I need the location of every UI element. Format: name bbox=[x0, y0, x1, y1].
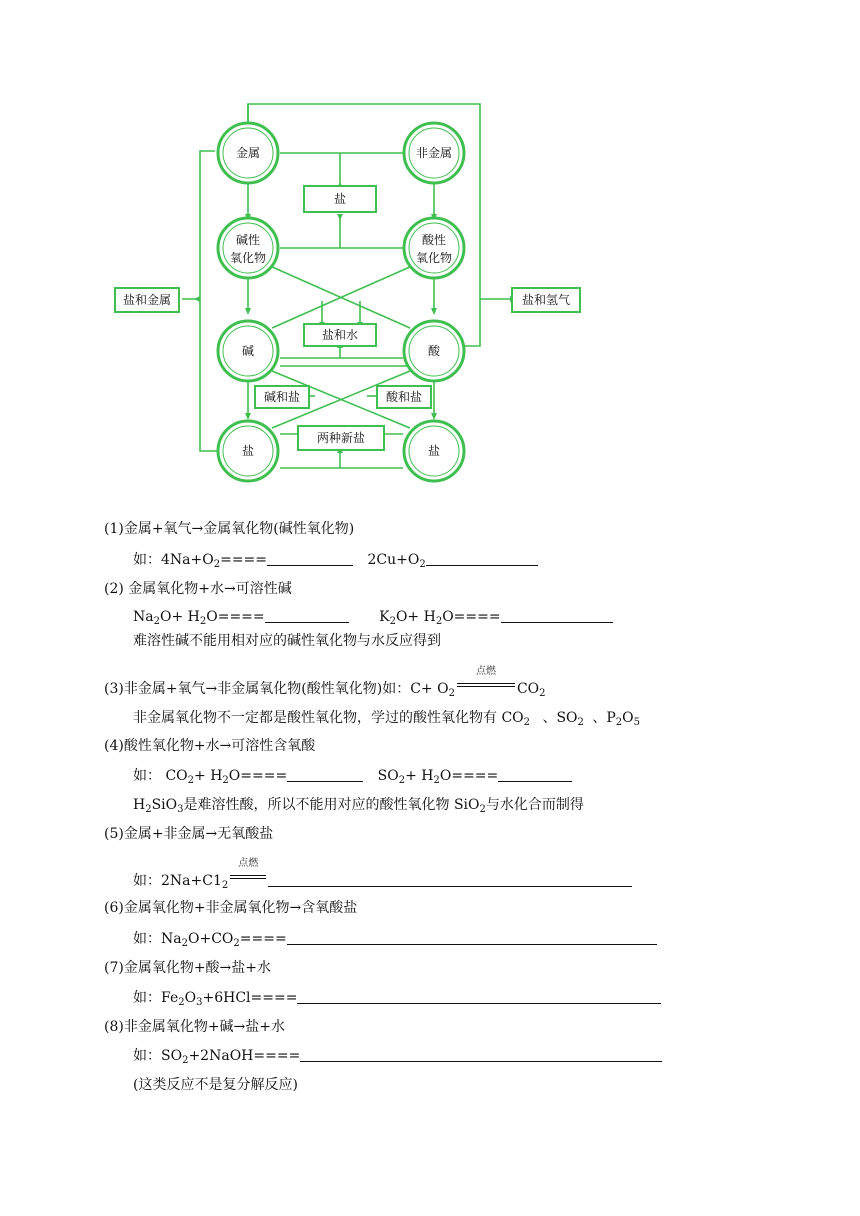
example-1b-text: 2Cu+O bbox=[367, 552, 420, 568]
label-basic-oxide-1: 碱性 bbox=[235, 233, 261, 247]
answer-blank[interactable] bbox=[267, 551, 353, 566]
formula: O+CO bbox=[187, 931, 234, 947]
rule-6-text: (6)金属氧化物+非金属氧化物→含氧酸盐 bbox=[104, 900, 358, 916]
answer-blank[interactable] bbox=[287, 930, 657, 945]
subscript: 5 bbox=[633, 717, 641, 728]
formula: O==== bbox=[206, 609, 265, 625]
formula: ==== bbox=[239, 931, 287, 947]
example-1 bbox=[133, 551, 538, 569]
subscript: 2 bbox=[199, 616, 207, 627]
subscript: 2 bbox=[153, 616, 160, 627]
example-6 bbox=[133, 930, 657, 948]
formula: O==== bbox=[439, 768, 499, 784]
answer-blank[interactable] bbox=[501, 608, 613, 623]
reaction-condition bbox=[455, 666, 517, 693]
answer-blank[interactable] bbox=[426, 551, 538, 566]
label-box-base-and-salt: 碱和盐 bbox=[263, 390, 301, 404]
subscript: 2 bbox=[213, 559, 221, 570]
subscript: 2 bbox=[178, 997, 185, 1008]
note-4-text: 与水化合而制得 bbox=[485, 797, 584, 813]
label-box-salt-and-hydrogen: 盐和氢气 bbox=[521, 293, 571, 307]
rule-3-text: (3)非金属+氧气→非金属氧化物(酸性氧化物)如：C+ O bbox=[104, 681, 449, 697]
rule-2-text: (2) 金属氧化物+水→可溶性碱 bbox=[104, 581, 292, 597]
label-box-two-new-salts: 两种新盐 bbox=[316, 431, 366, 445]
subscript: 3 bbox=[177, 804, 184, 815]
label-acid: 酸 bbox=[427, 344, 441, 358]
note-2-text: 难溶性碱不能用相对应的碱性氧化物与水反应得到 bbox=[133, 633, 441, 649]
answer-blank[interactable] bbox=[268, 872, 632, 887]
formula: H bbox=[133, 797, 146, 813]
answer-blank[interactable] bbox=[498, 767, 572, 782]
formula: +2NaOH==== bbox=[188, 1048, 301, 1064]
subscript: 2 bbox=[398, 775, 406, 786]
label-metal: 金属 bbox=[235, 146, 261, 160]
subscript: 2 bbox=[615, 717, 623, 728]
formula: SO bbox=[377, 768, 399, 784]
note-4 bbox=[133, 796, 584, 814]
reaction-condition bbox=[228, 858, 268, 885]
label-box-salt-and-water: 盐和水 bbox=[321, 328, 359, 342]
subscript: 2 bbox=[433, 775, 440, 786]
subscript: 2 bbox=[222, 775, 229, 786]
label-box-salt-top: 盐 bbox=[333, 192, 347, 206]
label-nonmetal: 非金属 bbox=[415, 146, 453, 160]
subscript: 2 bbox=[145, 804, 152, 815]
label-acidic-oxide-2: 氧化物 bbox=[415, 251, 453, 265]
rule-5-text: (5)金属+非金属→无氧酸盐 bbox=[104, 826, 274, 842]
formula: K bbox=[379, 609, 390, 625]
formula: O+ H bbox=[395, 609, 436, 625]
label-acidic-oxide-1: 酸性 bbox=[421, 233, 447, 247]
rule-2-heading bbox=[104, 580, 292, 598]
formula: Na bbox=[133, 609, 154, 625]
subscript: 2 bbox=[435, 616, 443, 627]
rule-6-heading bbox=[104, 899, 357, 917]
subscript: 2 bbox=[448, 688, 455, 699]
rule-1-heading bbox=[104, 520, 354, 538]
formula: + H bbox=[405, 768, 434, 784]
subscript: 2 bbox=[389, 616, 396, 627]
rule-7-text: (7)金属氧化物+酸→盐+水 bbox=[104, 960, 272, 976]
subscript: 2 bbox=[187, 775, 195, 786]
formula: 如：SO bbox=[133, 1048, 183, 1064]
formula: 、P bbox=[592, 710, 616, 726]
answer-blank[interactable] bbox=[297, 989, 661, 1004]
rule-8-heading bbox=[104, 1018, 285, 1036]
example-4 bbox=[133, 767, 572, 785]
node-acidic-oxide bbox=[404, 218, 464, 278]
label-salt-right: 盐 bbox=[427, 444, 441, 458]
label-salt-left: 盐 bbox=[241, 444, 255, 458]
subscript: 2 bbox=[577, 717, 584, 728]
rule-1-text: (1)金属+氧气→金属氧化物(碱性氧化物) bbox=[104, 521, 355, 537]
formula: 如：Na bbox=[133, 931, 182, 947]
answer-blank[interactable] bbox=[287, 767, 363, 782]
label-basic-oxide-2: 氧化物 bbox=[229, 251, 267, 265]
note-3 bbox=[133, 709, 640, 727]
subscript: 2 bbox=[419, 559, 426, 570]
formula: O bbox=[184, 990, 197, 1006]
subscript: 2 bbox=[523, 717, 531, 728]
note-8-text: (这类反应不是复分解反应) bbox=[133, 1077, 298, 1093]
formula: +6HCl==== bbox=[202, 990, 298, 1006]
formula: 如：Fe bbox=[133, 990, 179, 1006]
formula: 、SO bbox=[542, 710, 578, 726]
formula: + H bbox=[194, 768, 223, 784]
example-7 bbox=[133, 989, 661, 1007]
subscript: 2 bbox=[182, 1055, 189, 1066]
rule-8-text: (8)非金属氧化物+碱→盐+水 bbox=[104, 1019, 286, 1035]
connector-line bbox=[200, 151, 220, 451]
label-box-acid-and-salt: 酸和盐 bbox=[385, 390, 423, 404]
label-base: 碱 bbox=[241, 344, 255, 358]
example-1-text: 如：4Na+O bbox=[133, 552, 214, 568]
label-box-salt-and-metal: 盐和金属 bbox=[122, 293, 172, 307]
node-basic-oxide bbox=[218, 218, 278, 278]
formula: 如： CO bbox=[133, 768, 188, 784]
example-5 bbox=[133, 858, 632, 891]
formula: O==== bbox=[228, 768, 288, 784]
condition-label: 点燃 bbox=[475, 666, 496, 677]
subscript: 3 bbox=[196, 997, 203, 1008]
rule-7-heading bbox=[104, 959, 271, 977]
answer-blank[interactable] bbox=[265, 608, 349, 623]
rule-3 bbox=[104, 666, 546, 699]
rule-4-heading bbox=[104, 737, 315, 755]
answer-blank[interactable] bbox=[300, 1047, 662, 1062]
equals-sign: ==== bbox=[220, 552, 268, 568]
formula: 如：2Na+C1 bbox=[133, 873, 222, 889]
example-8 bbox=[133, 1047, 662, 1065]
note-3-text: 非金属氧化物不一定都是酸性氧化物，学过的酸性氧化物有 CO bbox=[133, 710, 524, 726]
subscript: 2 bbox=[181, 938, 188, 949]
reaction-relationship-diagram bbox=[100, 96, 600, 486]
formula: SiO bbox=[151, 797, 178, 813]
rule-4-text: (4)酸性氧化物+水→可溶性含氧酸 bbox=[104, 738, 316, 754]
formula: O==== bbox=[442, 609, 501, 625]
subscript: 2 bbox=[221, 880, 229, 891]
note-8 bbox=[133, 1076, 298, 1094]
note-2 bbox=[133, 632, 441, 650]
condition-label: 点燃 bbox=[238, 858, 259, 869]
rule-5-heading bbox=[104, 825, 273, 843]
subscript: 2 bbox=[479, 804, 486, 815]
formula: CO bbox=[516, 681, 540, 697]
subscript: 2 bbox=[539, 688, 546, 699]
example-2 bbox=[133, 608, 613, 626]
formula: O+ H bbox=[159, 609, 200, 625]
formula: O bbox=[622, 710, 634, 726]
note-4-text: 是难溶性酸，所以不能用对应的酸性氧化物 SiO bbox=[183, 797, 480, 813]
subscript: 2 bbox=[233, 938, 240, 949]
